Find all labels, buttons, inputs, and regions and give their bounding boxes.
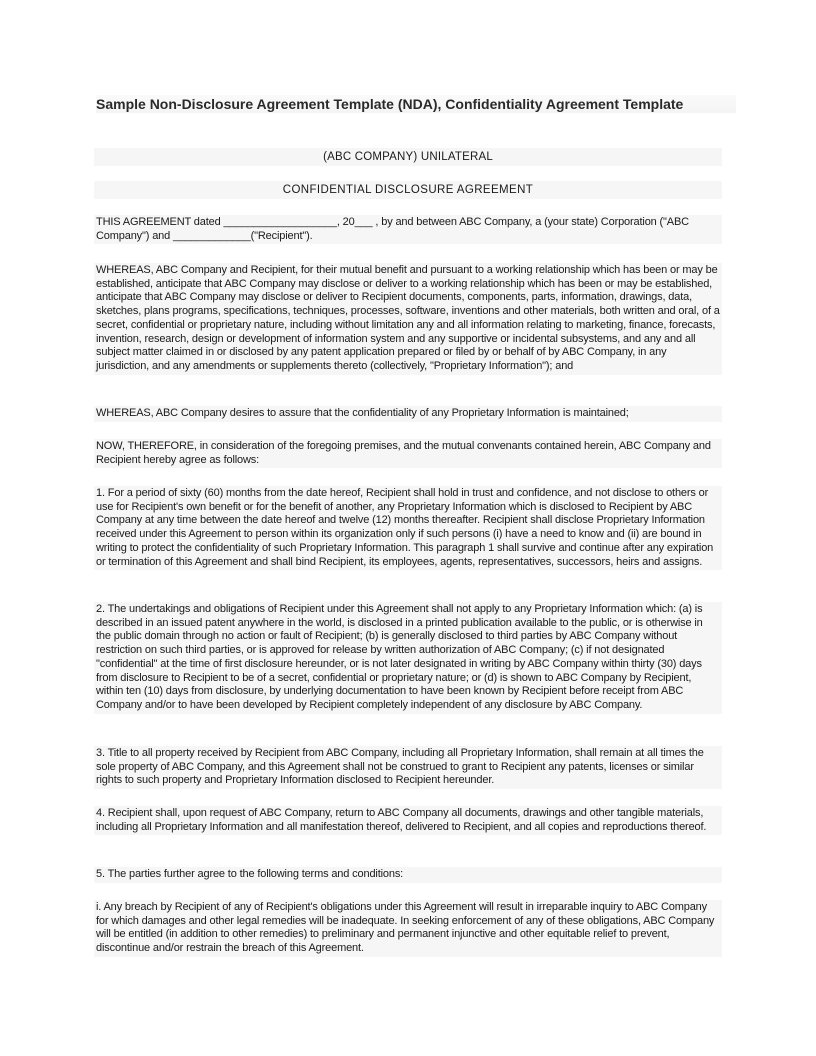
paragraph-preamble: THIS AGREEMENT dated ___________________, 20___ , by and between ABC Company, a (your state) Corporation ("ABC Company") and _____________("Recipient"). bbox=[94, 215, 722, 244]
paragraph-clause-5: 5. The parties further agree to the following terms and conditions: bbox=[94, 867, 722, 883]
agreement-heading-type: CONFIDENTIAL DISCLOSURE AGREEMENT bbox=[94, 181, 722, 199]
paragraph-clause-2: 2. The undertakings and obligations of Recipient under this Agreement shall not apply to any Proprietary Information which: (a) is described in an issued patent anywhere in the world, is disclosed in a printed publication available to the public, or is otherwise in the public domain through no action or fault of Recipient; (b) is generally disclosed to third parties by ABC Company without restriction on such third parties, or is approved for release by written authorization of ABC Company; (c) if not designated "confidential" at the time of first disclosure hereunder, or is not later designated in writing by ABC Company within thirty (30) days from disclosure to Recipient to be of a secret, confidential or proprietary nature; or (d) is shown to ABC Company by Recipient, within ten (10) days from disclosure, by underlying documentation to have been known by Recipient before receipt from ABC Company and/or to have been developed by Recipient completely independent of any disclosure by ABC Company. bbox=[94, 602, 722, 714]
document-title: Sample Non-Disclosure Agreement Template (NDA), Confidentiality Agreement Template bbox=[96, 95, 736, 113]
paragraph-now-therefore: NOW, THEREFORE, in consideration of the foregoing premises, and the mutual convenants contained herein, ABC Company and Recipient hereby agree as follows: bbox=[94, 439, 722, 468]
paragraph-clause-1: 1. For a period of sixty (60) months from the date hereof, Recipient shall hold in trust and confidence, and not disclose to others or use for Recipient's own benefit or for the benefit of another, any Proprietary Information which is disclosed to Recipient by ABC Company at any time between the date hereof and twelve (12) months thereafter. Recipient shall disclose Proprietary Information received under this Agreement to person within its organization only if such persons (i) have a need to know and (ii) are bound in writing to protect the confidentiality of such Proprietary Information. This paragraph 1 shall survive and continue after any expiration or termination of this Agreement and shall bind Recipient, its employees, agents, representatives, successors, heirs and assigns. bbox=[94, 486, 722, 570]
paragraph-clause-4: 4. Recipient shall, upon request of ABC Company, return to ABC Company all documents, drawings and other tangible materials, including all Proprietary Information and all manifestation thereof, delivered to Recipient, and all copies and reproductions thereof. bbox=[94, 806, 722, 835]
paragraph-whereas-2: WHEREAS, ABC Company desires to assure that the confidentiality of any Proprietary Information is maintained; bbox=[94, 406, 722, 422]
paragraph-clause-3: 3. Title to all property received by Recipient from ABC Company, including all Proprietary Information, shall remain at all times the sole property of ABC Company, and this Agreement shall not be construed to grant to Recipient any patents, licenses or similar rights to such property and Proprietary Information disclosed to Recipient hereunder. bbox=[94, 746, 722, 789]
paragraph-clause-5-i: i. Any breach by Recipient of any of Recipient's obligations under this Agreement will result in irreparable inquiry to ABC Company for which damages and other legal remedies will be inadequate. In seeking enforcement of any of these obligations, ABC Company will be entitled (in addition to other remedies) to preliminary and permanent injunctive and other equitable relief to prevent, discontinue and/or restrain the breach of this Agreement. bbox=[94, 900, 722, 957]
paragraph-whereas-1: WHEREAS, ABC Company and Recipient, for their mutual benefit and pursuant to a working relationship which has been or may be established, anticipate that ABC Company may disclose or deliver to a working relationship which has been or may be established, anticipate that ABC Company may disclose or deliver to Recipient documents, components, parts, information, drawings, data, sketches, plans programs, specifications, techniques, processes, software, inventions and other materials, both written and oral, of a secret, confidential or proprietary nature, including without limitation any and all information relating to marketing, finance, forecasts, invention, research, design or development of information system and any supportive or incidental subsystems, and any and all subject matter claimed in or disclosed by any patent application prepared or filed by or behalf of by ABC Company, in any jurisdiction, and any amendments or supplements thereto (collectively, "Proprietary Information"); and bbox=[94, 263, 722, 375]
agreement-heading-party: (ABC COMPANY) UNILATERAL bbox=[94, 148, 722, 166]
